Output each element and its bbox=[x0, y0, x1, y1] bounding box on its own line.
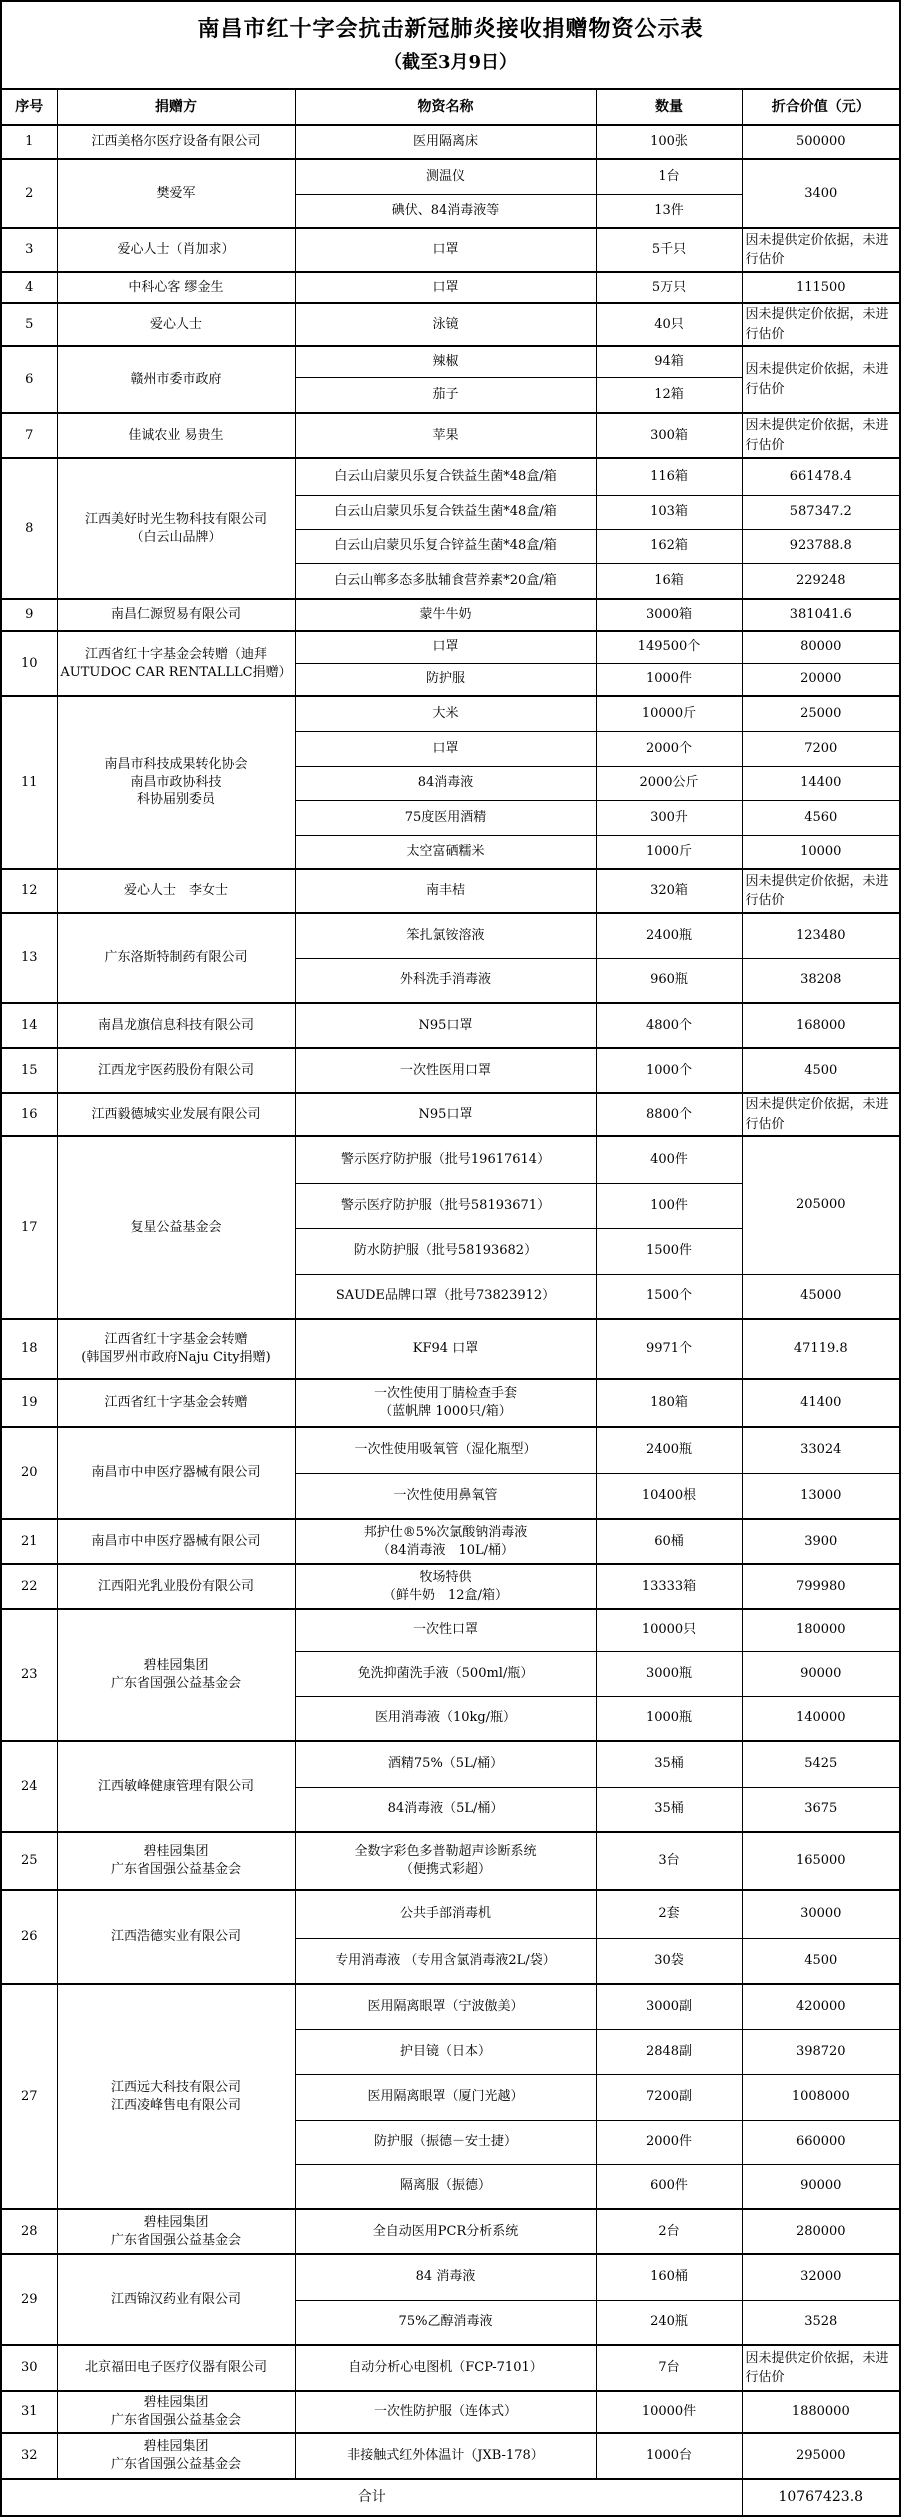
row-number-cell: 26 bbox=[1, 1890, 57, 1984]
table-row bbox=[1, 1093, 900, 1136]
table-row bbox=[1, 1609, 900, 1651]
value-cell: 111500 bbox=[742, 272, 900, 303]
donor-cell: 江西美格尔医疗设备有限公司 bbox=[57, 125, 295, 159]
quantity-cell: 180箱 bbox=[596, 1379, 742, 1427]
value-cell: 295000 bbox=[742, 2433, 900, 2479]
row-number-cell: 14 bbox=[1, 1003, 57, 1048]
row-number-cell: 32 bbox=[1, 2433, 57, 2479]
value-cell: 45000 bbox=[742, 1274, 900, 1319]
quantity-cell: 2000个 bbox=[596, 731, 742, 766]
total-label-cell: 合计 bbox=[1, 2479, 742, 2516]
material-name-cell: 医用消毒液（10kg/瓶） bbox=[295, 1696, 596, 1741]
quantity-cell: 149500个 bbox=[596, 631, 742, 663]
material-name-cell: N95口罩 bbox=[295, 1093, 596, 1136]
donor-cell: 江西省红十字基金会转赠 bbox=[57, 1379, 295, 1427]
donor-cell: 江西龙宇医药股份有限公司 bbox=[57, 1048, 295, 1093]
table-row bbox=[1, 696, 900, 731]
row-number-cell: 21 bbox=[1, 1519, 57, 1564]
quantity-cell: 5万只 bbox=[596, 272, 742, 303]
row-number-cell: 24 bbox=[1, 1741, 57, 1832]
material-name-cell: 非接触式红外体温计（JXB-178） bbox=[295, 2433, 596, 2479]
row-number-cell: 2 bbox=[1, 159, 57, 228]
quantity-cell: 1000台 bbox=[596, 2433, 742, 2479]
quantity-cell: 13333箱 bbox=[596, 1564, 742, 1609]
quantity-cell: 300箱 bbox=[596, 413, 742, 458]
material-name-cell: SAUDE品牌口罩（批号73823912） bbox=[295, 1274, 596, 1319]
donor-cell: 赣州市委市政府 bbox=[57, 346, 295, 413]
value-cell: 799980 bbox=[742, 1564, 900, 1609]
material-name-cell: 自动分析心电图机（FCP-7101） bbox=[295, 2345, 596, 2391]
quantity-cell: 2套 bbox=[596, 1890, 742, 1938]
quantity-cell: 60桶 bbox=[596, 1519, 742, 1564]
donor-cell: 江西浩德实业有限公司 bbox=[57, 1890, 295, 1984]
row-number-cell: 17 bbox=[1, 1136, 57, 1319]
row-number-cell: 23 bbox=[1, 1609, 57, 1741]
quantity-cell: 400件 bbox=[596, 1136, 742, 1183]
material-name-cell: 警示医疗防护服（批号58193671） bbox=[295, 1183, 596, 1228]
value-cell: 923788.8 bbox=[742, 529, 900, 563]
material-name-cell: 公共手部消毒机 bbox=[295, 1890, 596, 1938]
row-number-cell: 18 bbox=[1, 1319, 57, 1379]
material-name-cell: 苹果 bbox=[295, 413, 596, 458]
table-row bbox=[1, 1319, 900, 1379]
table-row bbox=[1, 2345, 900, 2391]
quantity-cell: 1台 bbox=[596, 159, 742, 194]
table-row bbox=[1, 1427, 900, 1473]
value-cell: 3400 bbox=[742, 159, 900, 228]
quantity-cell: 320箱 bbox=[596, 869, 742, 913]
value-cell: 30000 bbox=[742, 1890, 900, 1938]
quantity-cell: 10400根 bbox=[596, 1473, 742, 1519]
value-cell: 41400 bbox=[742, 1379, 900, 1427]
quantity-cell: 7200副 bbox=[596, 2074, 742, 2120]
material-name-cell: 84消毒液（5L/桶） bbox=[295, 1787, 596, 1832]
row-number-cell: 3 bbox=[1, 228, 57, 272]
table-row bbox=[1, 1048, 900, 1093]
table-row bbox=[1, 1890, 900, 1938]
donor-cell: 爱心人士 bbox=[57, 303, 295, 346]
donor-cell: 南昌龙旗信息科技有限公司 bbox=[57, 1003, 295, 1048]
title-row bbox=[1, 1, 900, 89]
donor-cell: 碧桂园集团 广东省国强公益基金会 bbox=[57, 2433, 295, 2479]
quantity-cell: 1000瓶 bbox=[596, 1696, 742, 1741]
material-name-cell: 免洗抑菌洗手液（500ml/瓶） bbox=[295, 1651, 596, 1696]
value-cell: 381041.6 bbox=[742, 599, 900, 631]
value-cell: 3675 bbox=[742, 1787, 900, 1832]
material-name-cell: 一次性使用吸氧管（湿化瓶型） bbox=[295, 1427, 596, 1473]
row-number-cell: 15 bbox=[1, 1048, 57, 1093]
material-name-cell: 太空富硒糯米 bbox=[295, 835, 596, 869]
material-name-cell: 全数字彩色多普勒超声诊断系统 （便携式彩超） bbox=[295, 1832, 596, 1890]
donor-cell: 碧桂园集团 广东省国强公益基金会 bbox=[57, 1609, 295, 1741]
value-cell: 280000 bbox=[742, 2209, 900, 2254]
quantity-cell: 3000瓶 bbox=[596, 1651, 742, 1696]
table-body bbox=[1, 125, 900, 2479]
row-number-cell: 25 bbox=[1, 1832, 57, 1890]
quantity-cell: 600件 bbox=[596, 2164, 742, 2209]
value-cell: 398720 bbox=[742, 2029, 900, 2074]
header-cell-value: 折合价值（元） bbox=[742, 89, 900, 125]
material-name-cell: 泳镜 bbox=[295, 303, 596, 346]
value-cell: 229248 bbox=[742, 563, 900, 599]
material-name-cell: 75%乙醇消毒液 bbox=[295, 2300, 596, 2345]
row-number-cell: 6 bbox=[1, 346, 57, 413]
row-number-cell: 27 bbox=[1, 1984, 57, 2209]
quantity-cell: 162箱 bbox=[596, 529, 742, 563]
table-row bbox=[1, 913, 900, 958]
material-name-cell: 隔离服（振德） bbox=[295, 2164, 596, 2209]
donor-cell: 江西阳光乳业股份有限公司 bbox=[57, 1564, 295, 1609]
material-name-cell: 测温仪 bbox=[295, 159, 596, 194]
material-name-cell: 一次性使用丁腈检查手套 （蓝帆牌 1000只/箱） bbox=[295, 1379, 596, 1427]
quantity-cell: 8800个 bbox=[596, 1093, 742, 1136]
material-name-cell: 辣椒 bbox=[295, 346, 596, 377]
table-title bbox=[1, 1, 900, 89]
quantity-cell: 1000件 bbox=[596, 663, 742, 696]
table-row bbox=[1, 1003, 900, 1048]
footer-row bbox=[1, 2479, 900, 2516]
value-cell: 13000 bbox=[742, 1473, 900, 1519]
value-cell: 因未提供定价依据，未进行估价 bbox=[742, 346, 900, 413]
row-number-cell: 5 bbox=[1, 303, 57, 346]
quantity-cell: 3000箱 bbox=[596, 599, 742, 631]
value-cell: 4500 bbox=[742, 1938, 900, 1984]
quantity-cell: 100件 bbox=[596, 1183, 742, 1228]
quantity-cell: 12箱 bbox=[596, 377, 742, 413]
material-name-cell: 外科洗手消毒液 bbox=[295, 958, 596, 1003]
material-name-cell: 口罩 bbox=[295, 631, 596, 663]
table-row bbox=[1, 2209, 900, 2254]
table-row bbox=[1, 1832, 900, 1890]
value-cell: 168000 bbox=[742, 1003, 900, 1048]
table-row bbox=[1, 599, 900, 631]
quantity-cell: 116箱 bbox=[596, 458, 742, 495]
row-number-cell: 16 bbox=[1, 1093, 57, 1136]
value-cell: 因未提供定价依据，未进行估价 bbox=[742, 228, 900, 272]
material-name-cell: 白云山郸多态多肽辅食营养素*20盒/箱 bbox=[295, 563, 596, 599]
quantity-cell: 16箱 bbox=[596, 563, 742, 599]
quantity-cell: 2000公斤 bbox=[596, 766, 742, 800]
donor-cell: 江西省红十字基金会转赠 (韩国罗州市政府Naju City捐赠) bbox=[57, 1319, 295, 1379]
value-cell: 123480 bbox=[742, 913, 900, 958]
value-cell: 140000 bbox=[742, 1696, 900, 1741]
donor-cell: 中科心客 缪金生 bbox=[57, 272, 295, 303]
donor-cell: 江西锦汉药业有限公司 bbox=[57, 2254, 295, 2345]
quantity-cell: 960瓶 bbox=[596, 958, 742, 1003]
row-number-cell: 7 bbox=[1, 413, 57, 458]
material-name-cell: 警示医疗防护服（批号19617614） bbox=[295, 1136, 596, 1183]
table-row bbox=[1, 458, 900, 495]
row-number-cell: 11 bbox=[1, 696, 57, 869]
row-number-cell: 1 bbox=[1, 125, 57, 159]
donor-cell: 碧桂园集团 广东省国强公益基金会 bbox=[57, 2391, 295, 2433]
value-cell: 80000 bbox=[742, 631, 900, 663]
quantity-cell: 2848副 bbox=[596, 2029, 742, 2074]
donor-cell: 南昌仁源贸易有限公司 bbox=[57, 599, 295, 631]
quantity-cell: 1000斤 bbox=[596, 835, 742, 869]
value-cell: 90000 bbox=[742, 2164, 900, 2209]
quantity-cell: 10000斤 bbox=[596, 696, 742, 731]
quantity-cell: 240瓶 bbox=[596, 2300, 742, 2345]
table-row bbox=[1, 413, 900, 458]
header-cell-quantity: 数量 bbox=[596, 89, 742, 125]
value-cell: 因未提供定价依据，未进行估价 bbox=[742, 413, 900, 458]
material-name-cell: 茄子 bbox=[295, 377, 596, 413]
value-cell: 38208 bbox=[742, 958, 900, 1003]
quantity-cell: 300升 bbox=[596, 800, 742, 835]
header-cell-material: 物资名称 bbox=[295, 89, 596, 125]
quantity-cell: 103箱 bbox=[596, 495, 742, 529]
material-name-cell: 白云山启蒙贝乐复合锌益生菌*48盒/箱 bbox=[295, 529, 596, 563]
value-cell: 因未提供定价依据，未进行估价 bbox=[742, 1093, 900, 1136]
quantity-cell: 30袋 bbox=[596, 1938, 742, 1984]
value-cell: 47119.8 bbox=[742, 1319, 900, 1379]
material-name-cell: 全自动医用PCR分析系统 bbox=[295, 2209, 596, 2254]
donor-cell: 佳诚农业 易贵生 bbox=[57, 413, 295, 458]
quantity-cell: 2400瓶 bbox=[596, 913, 742, 958]
value-cell: 10000 bbox=[742, 835, 900, 869]
quantity-cell: 40只 bbox=[596, 303, 742, 346]
value-cell: 20000 bbox=[742, 663, 900, 696]
donor-cell: 复星公益基金会 bbox=[57, 1136, 295, 1319]
table-row bbox=[1, 1136, 900, 1183]
donor-cell: 碧桂园集团 广东省国强公益基金会 bbox=[57, 2209, 295, 2254]
table-row bbox=[1, 272, 900, 303]
material-name-cell: 医用隔离床 bbox=[295, 125, 596, 159]
title-line2: （截至3月9日） bbox=[383, 51, 518, 73]
donor-cell: 江西毅德城实业发展有限公司 bbox=[57, 1093, 295, 1136]
quantity-cell: 2000件 bbox=[596, 2120, 742, 2164]
material-name-cell: 防护服（振德－安士捷） bbox=[295, 2120, 596, 2164]
material-name-cell: 防水防护服（批号58193682） bbox=[295, 1228, 596, 1274]
row-number-cell: 13 bbox=[1, 913, 57, 1003]
value-cell: 4500 bbox=[742, 1048, 900, 1093]
material-name-cell: 蒙牛牛奶 bbox=[295, 599, 596, 631]
row-number-cell: 30 bbox=[1, 2345, 57, 2391]
quantity-cell: 10000件 bbox=[596, 2391, 742, 2433]
value-cell: 587347.2 bbox=[742, 495, 900, 529]
value-cell: 5425 bbox=[742, 1741, 900, 1787]
table-row bbox=[1, 346, 900, 377]
quantity-cell: 94箱 bbox=[596, 346, 742, 377]
material-name-cell: 白云山启蒙贝乐复合铁益生菌*48盒/箱 bbox=[295, 458, 596, 495]
material-name-cell: 一次性医用口罩 bbox=[295, 1048, 596, 1093]
header-row bbox=[1, 89, 900, 125]
material-name-cell: 南丰桔 bbox=[295, 869, 596, 913]
material-name-cell: 笨扎氯铵溶液 bbox=[295, 913, 596, 958]
value-cell: 205000 bbox=[742, 1136, 900, 1274]
row-number-cell: 20 bbox=[1, 1427, 57, 1519]
material-name-cell: 84 消毒液 bbox=[295, 2254, 596, 2300]
quantity-cell: 1500件 bbox=[596, 1228, 742, 1274]
quantity-cell: 1000个 bbox=[596, 1048, 742, 1093]
material-name-cell: 专用消毒液 （专用含氯消毒液2L/袋） bbox=[295, 1938, 596, 1984]
row-number-cell: 31 bbox=[1, 2391, 57, 2433]
donor-cell: 江西省红十字基金会转赠（迪拜 AUTUDOC CAR RENTALLLC捐赠） bbox=[57, 631, 295, 696]
material-name-cell: 酒精75%（5L/桶） bbox=[295, 1741, 596, 1787]
material-name-cell: 白云山启蒙贝乐复合铁益生菌*48盒/箱 bbox=[295, 495, 596, 529]
value-cell: 因未提供定价依据，未进行估价 bbox=[742, 869, 900, 913]
table-row bbox=[1, 125, 900, 159]
total-value-cell: 10767423.8 bbox=[742, 2479, 900, 2516]
quantity-cell: 35桶 bbox=[596, 1741, 742, 1787]
material-name-cell: 邦护仕®5%次氯酸钠消毒液 （84消毒液 10L/桶） bbox=[295, 1519, 596, 1564]
material-name-cell: N95口罩 bbox=[295, 1003, 596, 1048]
value-cell: 500000 bbox=[742, 125, 900, 159]
quantity-cell: 35桶 bbox=[596, 1787, 742, 1832]
row-number-cell: 28 bbox=[1, 2209, 57, 2254]
table-row bbox=[1, 1519, 900, 1564]
table-row bbox=[1, 2433, 900, 2479]
material-name-cell: 一次性使用鼻氧管 bbox=[295, 1473, 596, 1519]
value-cell: 1008000 bbox=[742, 2074, 900, 2120]
quantity-cell: 100张 bbox=[596, 125, 742, 159]
row-number-cell: 29 bbox=[1, 2254, 57, 2345]
material-name-cell: 口罩 bbox=[295, 228, 596, 272]
header-cell-donor: 捐赠方 bbox=[57, 89, 295, 125]
material-name-cell: 75度医用酒精 bbox=[295, 800, 596, 835]
quantity-cell: 9971个 bbox=[596, 1319, 742, 1379]
row-number-cell: 9 bbox=[1, 599, 57, 631]
quantity-cell: 10000只 bbox=[596, 1609, 742, 1651]
value-cell: 3900 bbox=[742, 1519, 900, 1564]
donor-cell: 南昌市科技成果转化协会 南昌市政协科技 科协届别委员 bbox=[57, 696, 295, 869]
quantity-cell: 7台 bbox=[596, 2345, 742, 2391]
header-cell-no: 序号 bbox=[1, 89, 57, 125]
value-cell: 3528 bbox=[742, 2300, 900, 2345]
donor-cell: 樊爱军 bbox=[57, 159, 295, 228]
quantity-cell: 2台 bbox=[596, 2209, 742, 2254]
quantity-cell: 13件 bbox=[596, 194, 742, 228]
donor-cell: 江西敏峰健康管理有限公司 bbox=[57, 1741, 295, 1832]
table-row bbox=[1, 2254, 900, 2300]
value-cell: 90000 bbox=[742, 1651, 900, 1696]
value-cell: 165000 bbox=[742, 1832, 900, 1890]
table-row bbox=[1, 1564, 900, 1609]
quantity-cell: 2400瓶 bbox=[596, 1427, 742, 1473]
material-name-cell: 碘伏、84消毒液等 bbox=[295, 194, 596, 228]
material-name-cell: 护目镜（日本） bbox=[295, 2029, 596, 2074]
donor-cell: 南昌市中申医疗器械有限公司 bbox=[57, 1519, 295, 1564]
value-cell: 660000 bbox=[742, 2120, 900, 2164]
material-name-cell: 防护服 bbox=[295, 663, 596, 696]
donor-cell: 南昌市中申医疗器械有限公司 bbox=[57, 1427, 295, 1519]
quantity-cell: 160桶 bbox=[596, 2254, 742, 2300]
value-cell: 因未提供定价依据，未进行估价 bbox=[742, 303, 900, 346]
donor-cell: 爱心人士 李女士 bbox=[57, 869, 295, 913]
row-number-cell: 12 bbox=[1, 869, 57, 913]
donor-cell: 北京福田电子医疗仪器有限公司 bbox=[57, 2345, 295, 2391]
material-name-cell: 大米 bbox=[295, 696, 596, 731]
value-cell: 33024 bbox=[742, 1427, 900, 1473]
material-name-cell: 一次性口罩 bbox=[295, 1609, 596, 1651]
value-cell: 180000 bbox=[742, 1609, 900, 1651]
value-cell: 25000 bbox=[742, 696, 900, 731]
quantity-cell: 5千只 bbox=[596, 228, 742, 272]
material-name-cell: 一次性防护服（连体式） bbox=[295, 2391, 596, 2433]
value-cell: 1880000 bbox=[742, 2391, 900, 2433]
row-number-cell: 8 bbox=[1, 458, 57, 599]
row-number-cell: 22 bbox=[1, 1564, 57, 1609]
value-cell: 7200 bbox=[742, 731, 900, 766]
table-row bbox=[1, 303, 900, 346]
value-cell: 661478.4 bbox=[742, 458, 900, 495]
quantity-cell: 3台 bbox=[596, 1832, 742, 1890]
table-row bbox=[1, 2391, 900, 2433]
donor-cell: 江西美好时光生物科技有限公司 （白云山品牌） bbox=[57, 458, 295, 599]
value-cell: 4560 bbox=[742, 800, 900, 835]
table-row bbox=[1, 1984, 900, 2029]
material-name-cell: 口罩 bbox=[295, 731, 596, 766]
material-name-cell: 口罩 bbox=[295, 272, 596, 303]
row-number-cell: 19 bbox=[1, 1379, 57, 1427]
material-name-cell: 医用隔离眼罩（厦门光越） bbox=[295, 2074, 596, 2120]
donor-cell: 广东洛斯特制药有限公司 bbox=[57, 913, 295, 1003]
material-name-cell: 医用隔离眼罩（宁波傲美） bbox=[295, 1984, 596, 2029]
quantity-cell: 4800个 bbox=[596, 1003, 742, 1048]
donor-cell: 江西远大科技有限公司 江西凌峰售电有限公司 bbox=[57, 1984, 295, 2209]
table-row bbox=[1, 1741, 900, 1787]
row-number-cell: 10 bbox=[1, 631, 57, 696]
value-cell: 14400 bbox=[742, 766, 900, 800]
quantity-cell: 3000副 bbox=[596, 1984, 742, 2029]
table-row bbox=[1, 869, 900, 913]
material-name-cell: 84消毒液 bbox=[295, 766, 596, 800]
row-number-cell: 4 bbox=[1, 272, 57, 303]
value-cell: 420000 bbox=[742, 1984, 900, 2029]
table-row bbox=[1, 631, 900, 663]
title-line1: 南昌市红十字会抗击新冠肺炎接收捐赠物资公示表 bbox=[197, 16, 704, 42]
quantity-cell: 1500个 bbox=[596, 1274, 742, 1319]
material-name-cell: 牧场特供 （鲜牛奶 12盒/箱） bbox=[295, 1564, 596, 1609]
table-row bbox=[1, 228, 900, 272]
table-row bbox=[1, 1379, 900, 1427]
donor-cell: 爱心人士（肖加求） bbox=[57, 228, 295, 272]
value-cell: 因未提供定价依据，未进行估价 bbox=[742, 2345, 900, 2391]
value-cell: 32000 bbox=[742, 2254, 900, 2300]
table-row bbox=[1, 159, 900, 194]
material-name-cell: KF94 口罩 bbox=[295, 1319, 596, 1379]
donor-cell: 碧桂园集团 广东省国强公益基金会 bbox=[57, 1832, 295, 1890]
